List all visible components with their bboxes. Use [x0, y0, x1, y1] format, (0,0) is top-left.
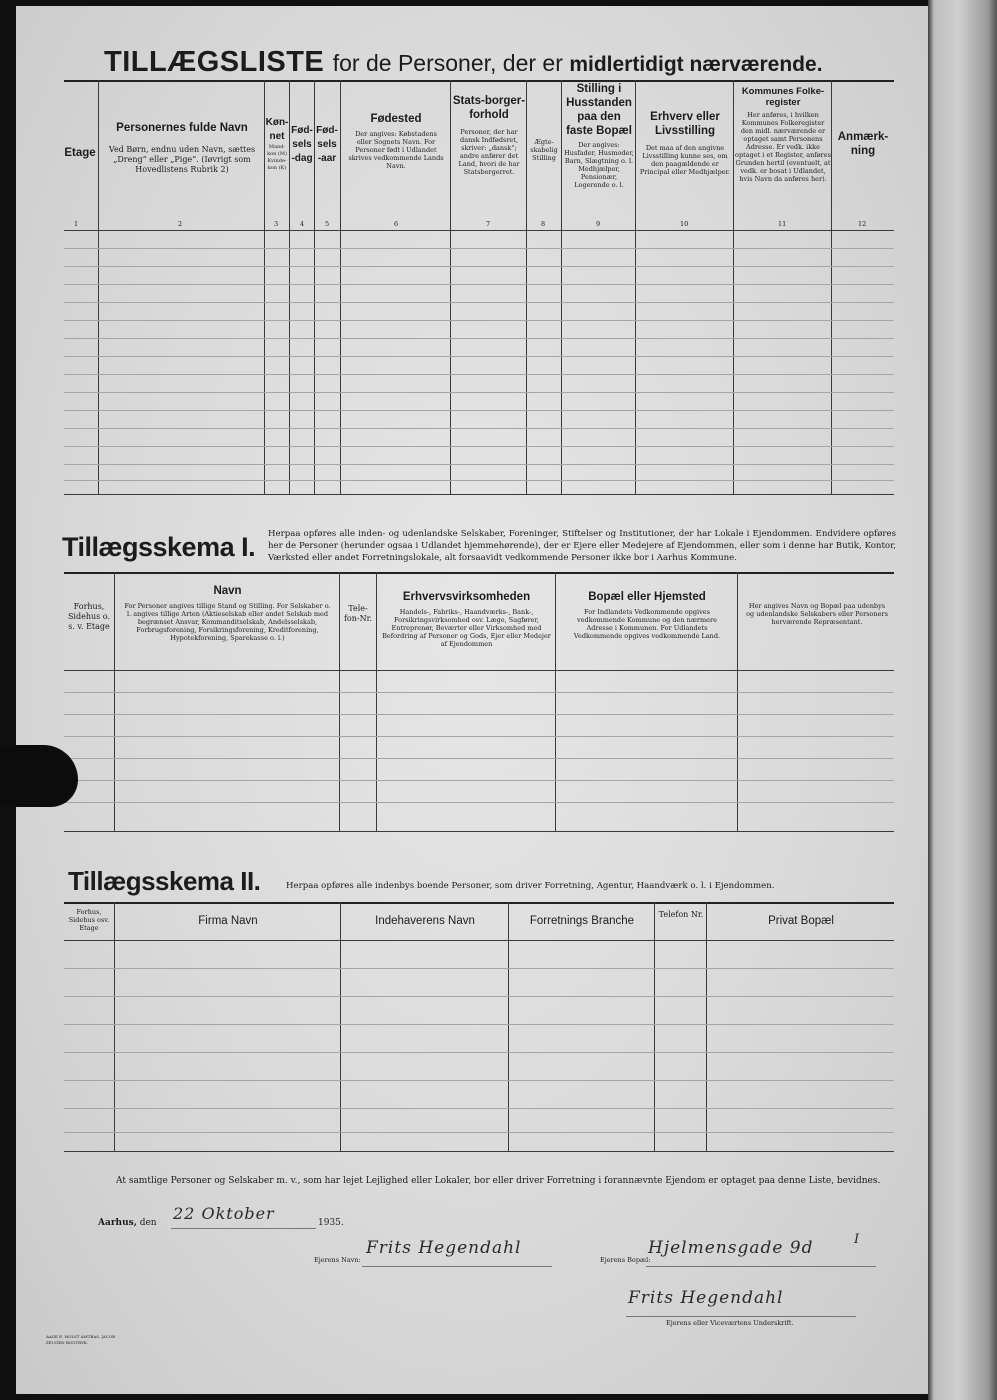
col9-desc: Der angives: Husfader, Husmoder, Barn, Slægtning o. l. Medhjælper, Pensionær, Logerende o. l.	[564, 141, 634, 189]
form-page	[16, 6, 928, 1394]
col10-desc: Det maa af den angivne Livsstilling kunne ses, om den paagældende er Principal eller Medhjælper.	[639, 144, 731, 176]
skema1-bottom-rule	[64, 831, 894, 832]
skema1-col4-desc: Handels-, Fabriks-, Haandværks-, Bank-, Forsikringsvirksomhed osv. Læge, Sagfører, Entreprenør, Beværter eller Virksomhed med Befordring af Personer og Gods, Ejer eller Medejer af Ejendommen	[382, 608, 551, 648]
col7-title: Stats-borger-forhold	[452, 95, 526, 121]
skema2-row-rule	[64, 996, 894, 997]
skema2-row-rule	[64, 1024, 894, 1025]
skema1-col5-header	[557, 590, 737, 640]
skema1-col-sep	[114, 572, 115, 831]
table1-row-rule	[64, 446, 894, 447]
date-handwritten: 22 Oktober	[173, 1204, 275, 1223]
owner-address-label: Ejerens Bopæl:	[600, 1256, 651, 1264]
skema2-row-rule	[64, 1108, 894, 1109]
table1-row-rule	[64, 464, 894, 465]
col-num: 3	[274, 220, 279, 228]
table1-header-rule	[64, 230, 894, 231]
table1-col-sep	[340, 80, 341, 494]
skema2-col-sep	[508, 902, 509, 1151]
skema1-row-rule	[64, 736, 894, 737]
table1-row-rule	[64, 480, 894, 481]
table1-row-rule	[64, 428, 894, 429]
skema1-col2-title: Navn	[213, 585, 242, 597]
col-num: 12	[858, 220, 867, 228]
col5-title: Fød-sels-aar	[316, 125, 338, 164]
owner-address-underline	[646, 1266, 876, 1267]
owner-address-floor: I	[854, 1232, 861, 1247]
col9-header	[563, 82, 635, 189]
col2-header	[100, 121, 264, 175]
signature-label: Ejerens eller Viceværtens Underskrift.	[666, 1319, 794, 1327]
skema2-col-sep	[654, 902, 655, 1151]
printer-mark: AAGE E. HOLST AMTBAS. JACOB ZEUGEN BOGTRYK.	[46, 1334, 116, 1345]
skema2-row-rule	[64, 968, 894, 969]
col3-header	[265, 116, 289, 172]
skema2-col1: Forhus, Sidehus osv. Etage	[68, 908, 110, 932]
skema1-intro: Herpaa opføres alle inden- og udenlandske Selskaber, Foreninger, Stiftelser og Institutioner, der har Lokale i Ejendommen. Endvidere opføres her de Personer (herunder ogsaa i Udlandet hjemmehørende), der er Ejere eller Medejere af Ejendommen, eller som i denne har Butik, Kontor, Værksted eller andet Forretningslokale, alt forsaavidt vedkommende Personer ikke bor i Aarhus Kommune.	[268, 529, 896, 563]
skema2-header-rule	[64, 940, 894, 941]
signature-underline	[626, 1316, 856, 1317]
skema2-top-rule	[64, 902, 894, 904]
col6-desc: Der angives: Købstadens eller Sognets Navn. For Personer født i Udlandet skrives vedkommende Lands Navn.	[348, 130, 444, 170]
den-label: den	[139, 1218, 157, 1228]
col-num: 4	[300, 220, 305, 228]
table1-col-sep	[561, 80, 562, 494]
table1-row-rule	[64, 284, 894, 285]
skema2-col4: Forretnings Branche	[529, 915, 635, 927]
skema1-row-rule	[64, 780, 894, 781]
table1-row-rule	[64, 410, 894, 411]
table1-row-rule	[64, 374, 894, 375]
skema2-col2: Firma Navn	[198, 915, 258, 927]
skema1-col-sep	[339, 572, 340, 831]
col-num: 9	[596, 220, 601, 228]
title-bold: TILLÆGSLISTE	[104, 46, 325, 78]
title-mid: for de Personer, der er	[332, 50, 563, 76]
owner-name-underline	[362, 1266, 552, 1267]
skema2-col-sep	[340, 902, 341, 1151]
table1-col-sep	[289, 80, 290, 494]
table1-row-rule	[64, 302, 894, 303]
skema1-title: Tillægsskema I.	[62, 532, 256, 562]
skema2-col-sep	[114, 902, 115, 1151]
col10-header	[637, 110, 733, 176]
col-num: 10	[680, 220, 689, 228]
col-num: 7	[486, 220, 491, 228]
skema1-col-sep	[555, 572, 556, 831]
skema1-col4-header	[378, 590, 555, 648]
page-title	[104, 46, 924, 79]
col1-title: Etage	[64, 147, 96, 159]
col2-title: Personernes fulde Navn	[116, 122, 248, 134]
col2-desc: Ved Børn, endnu uden Navn, sættes „Dreng“ eller „Pige“. (Iøvrigt som Hovedlistens Rubrik 2)	[108, 145, 256, 174]
skema1-row-rule	[64, 692, 894, 693]
table1-row-rule	[64, 392, 894, 393]
skema2-col3: Indehaverens Navn	[375, 915, 475, 927]
col-num: 5	[325, 220, 330, 228]
skema1-row-rule	[64, 714, 894, 715]
table1-top-rule	[64, 80, 894, 82]
table1-col-sep	[733, 80, 734, 494]
owner-address-handwritten: Hjelmensgade 9d	[648, 1238, 814, 1258]
skema1-header-rule	[64, 670, 894, 671]
skema2-col6: Privat Bopæl	[768, 915, 834, 927]
skema1-row-rule	[64, 802, 894, 803]
skema2-col-sep	[706, 902, 707, 1151]
skema1-top-rule	[64, 572, 894, 574]
col6-header	[342, 112, 450, 170]
col9-title: Stilling i Husstanden paa den faste Bopæl	[566, 83, 632, 137]
table1-row-rule	[64, 320, 894, 321]
col3-title: Køn-net	[265, 117, 289, 142]
table1-col-sep	[831, 80, 832, 494]
owner-signature: Frits Hegendahl	[628, 1288, 784, 1308]
skema1-col6-desc: Her angives Navn og Bopæl paa udenbys og udenlandske Selskabers eller Personers herværende Repræsentant.	[746, 602, 888, 626]
skema2-row-rule	[64, 1080, 894, 1081]
col12-title: Anmærk-ning	[837, 131, 889, 157]
table1-col-sep	[450, 80, 451, 494]
col11-header	[735, 86, 831, 183]
skema2-row-rule	[64, 1132, 894, 1133]
table1-row-rule	[64, 338, 894, 339]
owner-name-label: Ejerens Navn:	[314, 1256, 361, 1264]
col10-title: Erhverv eller Livsstilling	[650, 111, 720, 137]
skema2-col5: Telefon Nr.	[658, 910, 704, 919]
skema1-col4-title: Erhvervsvirksomheden	[402, 591, 531, 603]
skema1-col5-desc: For Indlandets Vedkommende opgives vedkommende Kommune og den nærmere Adresse i Kommunen. For Udlandets Vedkommende opgives vedkommende Land.	[573, 608, 721, 640]
binder-clip	[0, 745, 78, 807]
col11-title: Kommunes Folke-register	[741, 86, 825, 108]
skema1-col3-desc: Tele-fon-Nr.	[343, 604, 373, 623]
skema1-col5-title: Bopæl eller Hjemsted	[588, 591, 706, 603]
col-num: 8	[541, 220, 546, 228]
table1-col-sep	[526, 80, 527, 494]
owner-name-handwritten: Frits Hegendahl	[366, 1238, 522, 1258]
skema1-row-rule	[64, 758, 894, 759]
skema2-row-rule	[64, 1052, 894, 1053]
col-num: 6	[394, 220, 399, 228]
book-spine	[928, 0, 997, 1400]
table1-row-rule	[64, 248, 894, 249]
table1-col-sep	[98, 80, 99, 494]
attestation-text: At samtlige Personer og Selskaber m. v., som har lejet Lejlighed eller Lokaler, bor eller driver Forretning i forannævnte Ejendom er optaget paa denne Liste, bevidnes.	[116, 1176, 881, 1186]
col8-title: Ægte-skabelig Stilling	[530, 138, 558, 162]
col7-desc: Personer, der har dansk Indfødsret, skriver: „dansk“; andre anfører det Land, hvori de har Statsborgerret.	[458, 128, 520, 176]
skema1-col1-desc: Forhus, Sidehus o. s. v. Etage	[67, 602, 111, 631]
skema2-title: Tillægsskema II.	[68, 866, 261, 896]
year: 1935.	[318, 1218, 344, 1228]
col7-header	[452, 94, 526, 176]
col-num: 11	[778, 220, 787, 228]
col4-title: Fød-sels-dag	[291, 125, 313, 164]
col6-title: Fødested	[370, 113, 422, 125]
skema1-col2-desc: For Personer angives tillige Stand og Stilling. For Selskaber o. l. angives tillige Arten (Aktieselskab eller andet Selskab med begrænset Ansvar, Kommanditselskab, Andelsselskab, Forbrugsforening, Forsikringsforening, Kreditforening, Hypotekforening, Sparekasse o. l.)	[124, 602, 331, 642]
table1-bottom-rule	[64, 494, 894, 495]
skema2-intro: Herpaa opføres alle indenbys boende Personer, som driver Forretning, Agentur, Haandværk o. l. i Ejendommen.	[286, 881, 775, 891]
skema1-col-sep	[376, 572, 377, 831]
skema1-col2-header	[116, 584, 339, 642]
table1-row-rule	[64, 266, 894, 267]
city-label: Aarhus,	[98, 1218, 137, 1228]
skema2-bottom-rule	[64, 1151, 894, 1152]
table1-row-rule	[64, 356, 894, 357]
table1-col-sep	[635, 80, 636, 494]
col-num: 2	[178, 220, 183, 228]
skema1-col-sep	[737, 572, 738, 831]
date-underline	[171, 1228, 316, 1229]
col3-desc: Mand-kon (M) Kvinde-kon (K)	[267, 144, 287, 171]
col-num: 1	[74, 220, 79, 228]
col11-desc: Her anføres, i hvilken Kommunes Folkeregister den midl. nærværende er optaget samt Personens Adresse. Er vedk. ikke optaget i et Register, anføres Grunden hertil (eventuelt, at vedk. er bosat i Udlandet, hvis Navn da anføres her).	[735, 111, 831, 183]
title-end: midlertidigt nærværende.	[569, 53, 823, 76]
table1-col-sep	[314, 80, 315, 494]
